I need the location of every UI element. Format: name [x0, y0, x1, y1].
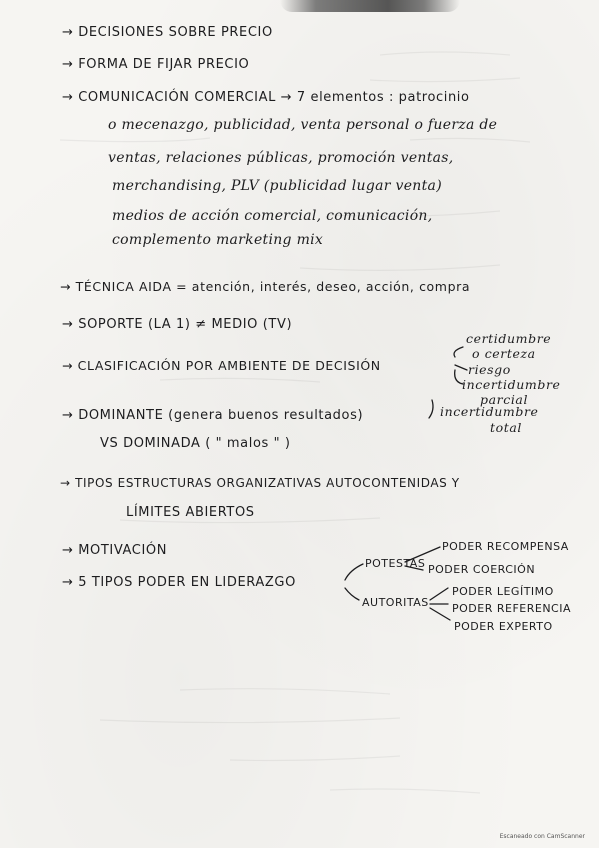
decision-item-3: riesgo [468, 362, 511, 377]
potestas-item-1: PODER RECOMPENSA [442, 540, 569, 553]
note-line-9: → TÉCNICA AIDA = atención, interés, deseo, acción, compra [60, 279, 471, 294]
decision-item-2: o certeza [472, 346, 536, 361]
autoritas-item-3: PODER EXPERTO [454, 620, 553, 633]
note-line-1: → DECISIONES SOBRE PRECIO [62, 25, 273, 40]
note-line-12: → DOMINANTE (genera buenos resultados) [62, 408, 364, 423]
decision-item-4: incertidumbre [462, 377, 561, 392]
note-line-3: → COMUNICACIÓN COMERCIAL → 7 elementos : patrocinio [62, 90, 470, 105]
note-line-17: → 5 TIPOS PODER EN LIDERAZGO [62, 575, 296, 590]
note-line-6: merchandising, PLV (publicidad lugar venta) [112, 178, 442, 194]
note-line-5: ventas, relaciones públicas, promoción ventas, [108, 150, 454, 166]
note-line-4: o mecenazgo, publicidad, venta personal o fuerza de [108, 117, 498, 133]
decision-item-1: certidumbre [466, 331, 552, 346]
note-line-10: → SOPORTE (LA 1) ≠ MEDIO (TV) [62, 317, 293, 332]
decision-item-5: parcial [480, 392, 529, 407]
note-line-14: → TIPOS ESTRUCTURAS ORGANIZATIVAS AUTOCONTENIDAS Y [60, 476, 460, 490]
note-line-7: medios de acción comercial, comunicación, [112, 208, 433, 224]
note-line-16: → MOTIVACIÓN [62, 543, 168, 558]
note-line-8: complemento marketing mix [112, 232, 324, 248]
decision-item-7: total [490, 420, 523, 435]
potestas-label: POTESTAS [365, 557, 426, 570]
potestas-item-2: PODER COERCIÓN [428, 563, 536, 576]
note-line-15: LÍMITES ABIERTOS [126, 505, 255, 520]
note-line-13: VS DOMINADA ( " malos " ) [100, 436, 291, 451]
autoritas-item-1: PODER LEGÍTIMO [452, 585, 554, 598]
note-line-2: → FORMA DE FIJAR PRECIO [62, 57, 250, 72]
autoritas-item-2: PODER REFERENCIA [452, 602, 571, 615]
autoritas-label: AUTORITAS [362, 596, 429, 609]
note-line-11: → CLASIFICACIÓN POR AMBIENTE DE DECISIÓN [62, 358, 381, 373]
scanner-watermark: Escaneado con CamScanner [499, 833, 585, 840]
decision-item-6: incertidumbre [440, 404, 539, 419]
